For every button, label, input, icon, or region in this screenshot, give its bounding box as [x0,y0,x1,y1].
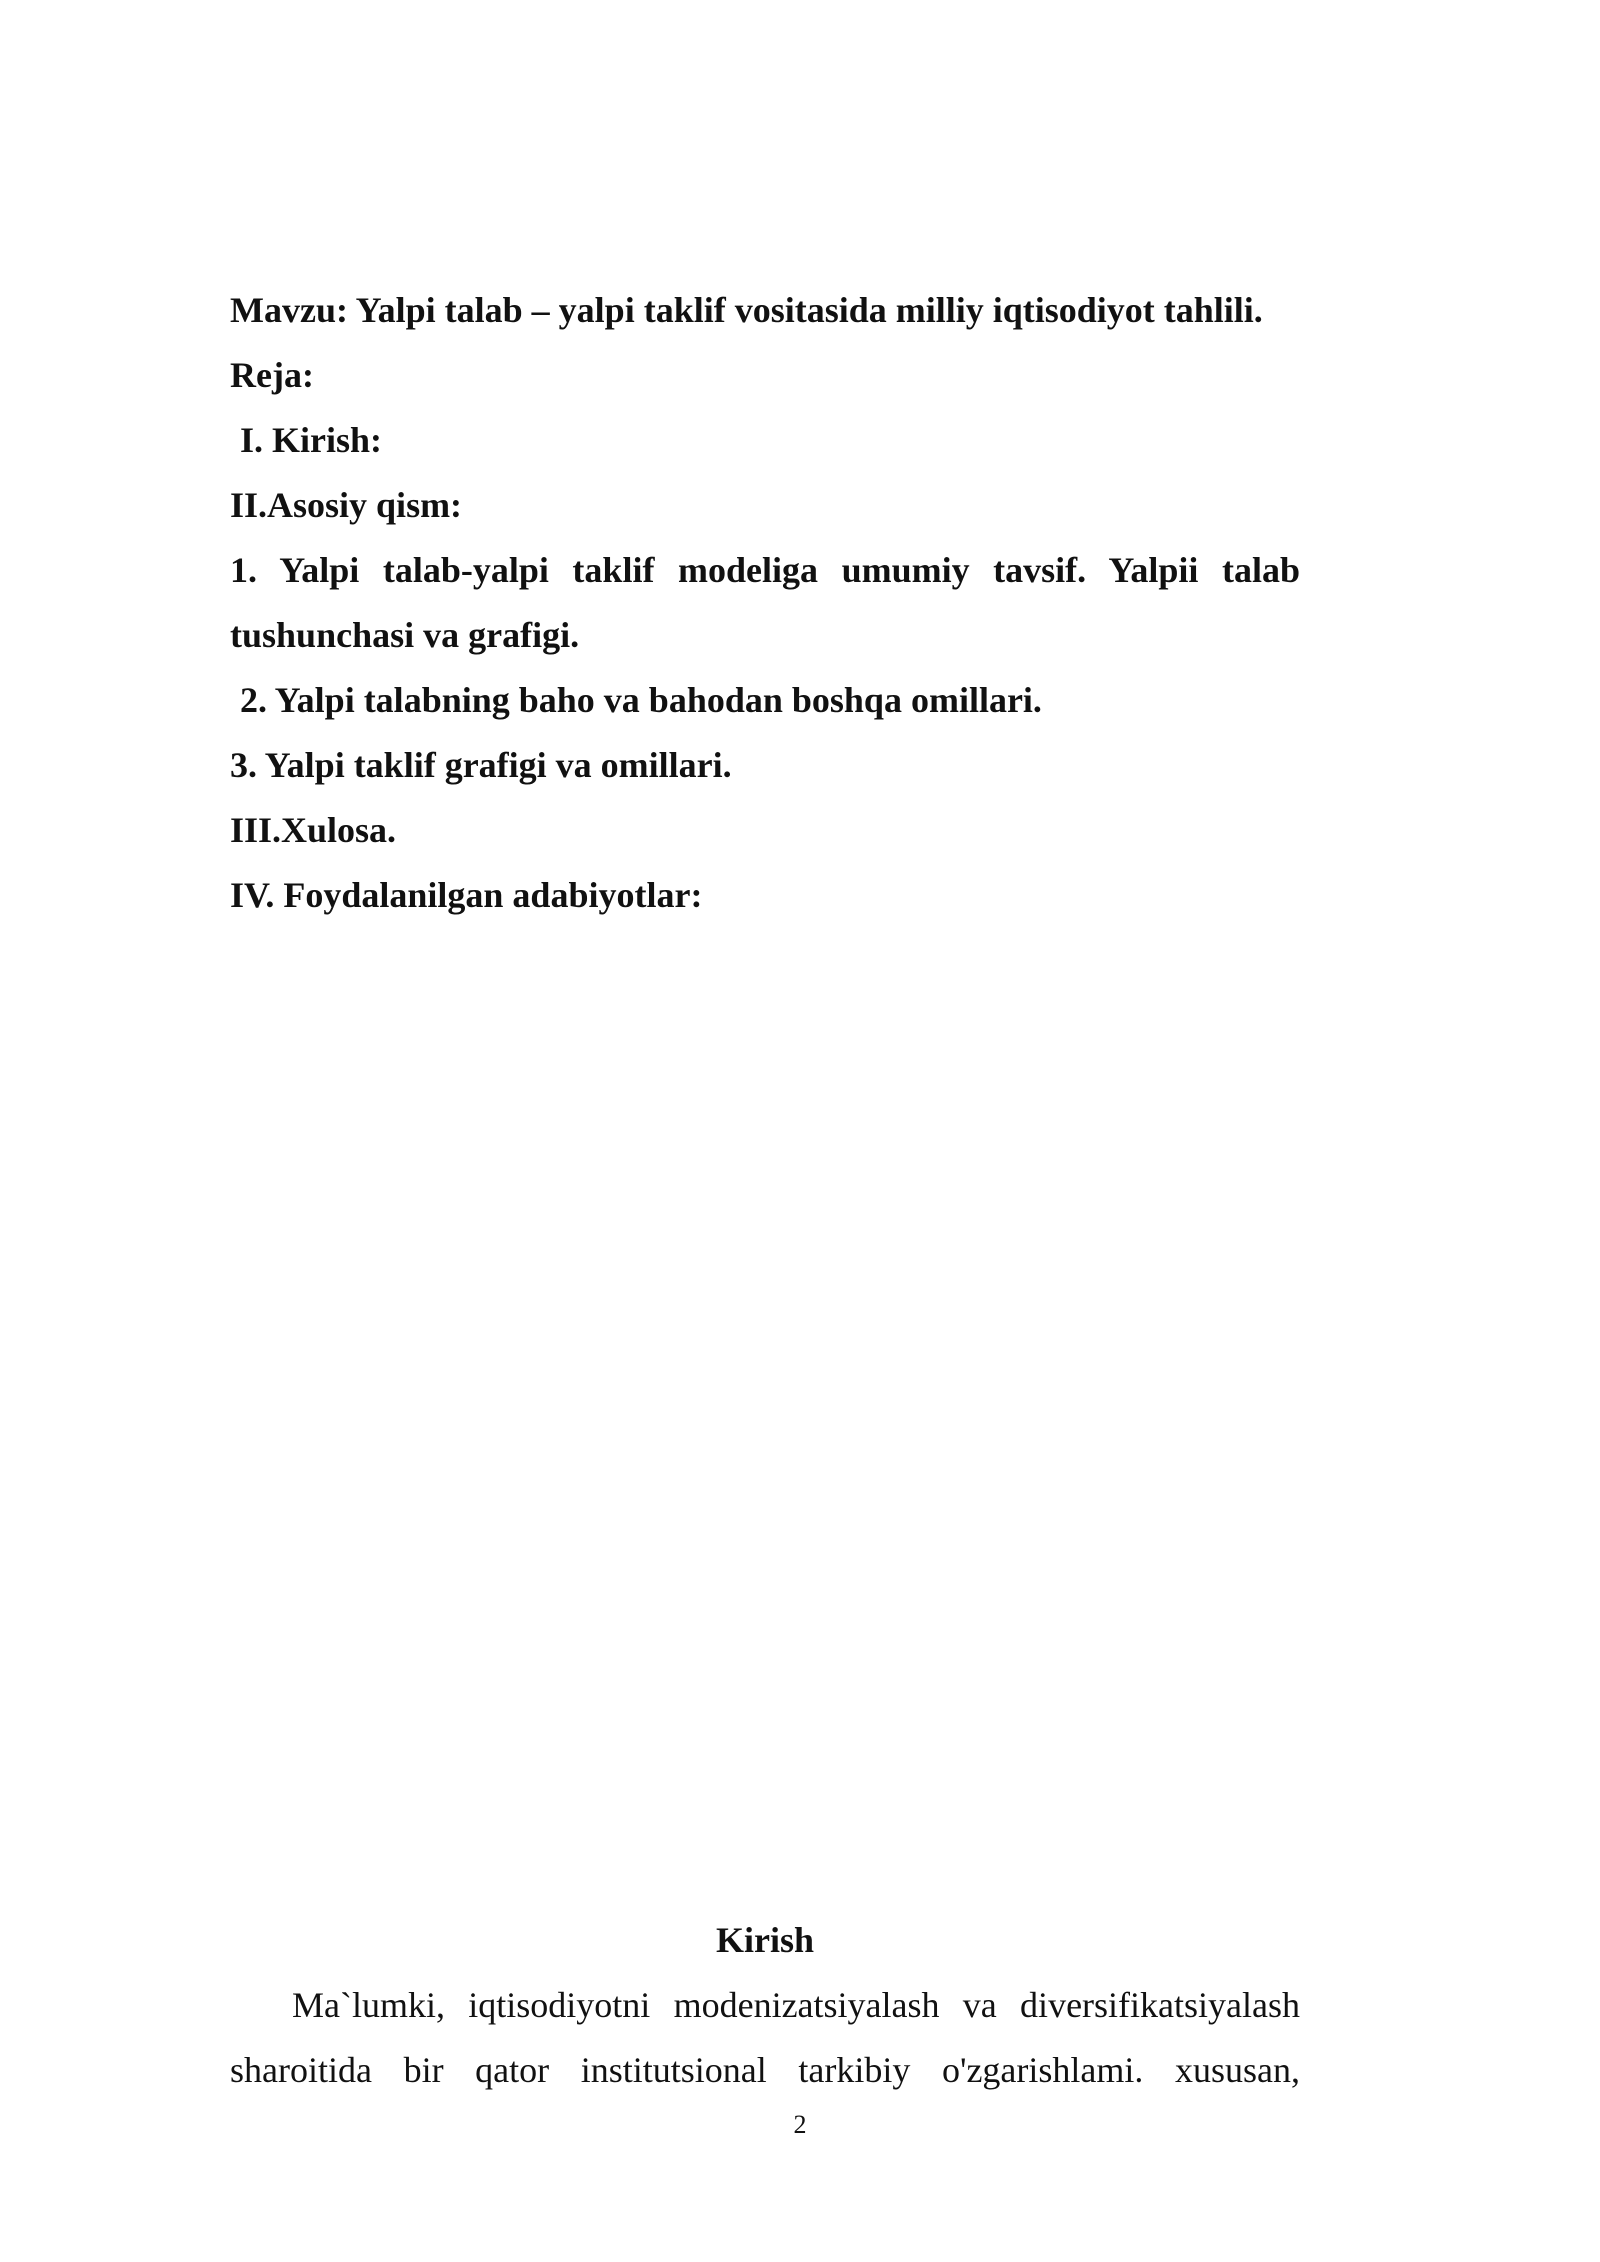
section-heading: Kirish [715,1920,814,1960]
plan-outline [230,278,1300,928]
outline-item-5: 3. Yalpi taklif grafigi va omillari. [230,745,732,785]
outline-item-3: 1. Yalpi talab-yalpi taklif modeliga umumiy tavsif. Yalpii talab tushunchasi va grafigi. [230,550,1300,655]
intro-paragraph-line-2: sharoitida bir qator institutsional tarkibiy o'zgarishlami. xususan, [230,2050,1300,2090]
page-number: 2 [793,2110,807,2139]
intro-paragraph-line-1: Ma`lumki, iqtisodiyotni modenizatsiyalash va diversifikatsiyalash [292,1985,1300,2025]
outline-item-7: IV. Foydalanilgan adabiyotlar: [230,875,703,915]
plan-label: Reja: [230,355,314,395]
intro-paragraph [230,1973,1300,2103]
topic-heading: Mavzu: Yalpi talab – yalpi taklif vositasida milliy iqtisodiyot tahlili. [230,290,1263,330]
outline-item-2: II.Asosiy qism: [230,485,463,525]
outline-item-1: I. Kirish: [240,420,383,460]
outline-item-6: III.Xulosa. [230,810,397,850]
outline-item-4: 2. Yalpi talabning baho va bahodan boshqa omillari. [240,680,1042,720]
